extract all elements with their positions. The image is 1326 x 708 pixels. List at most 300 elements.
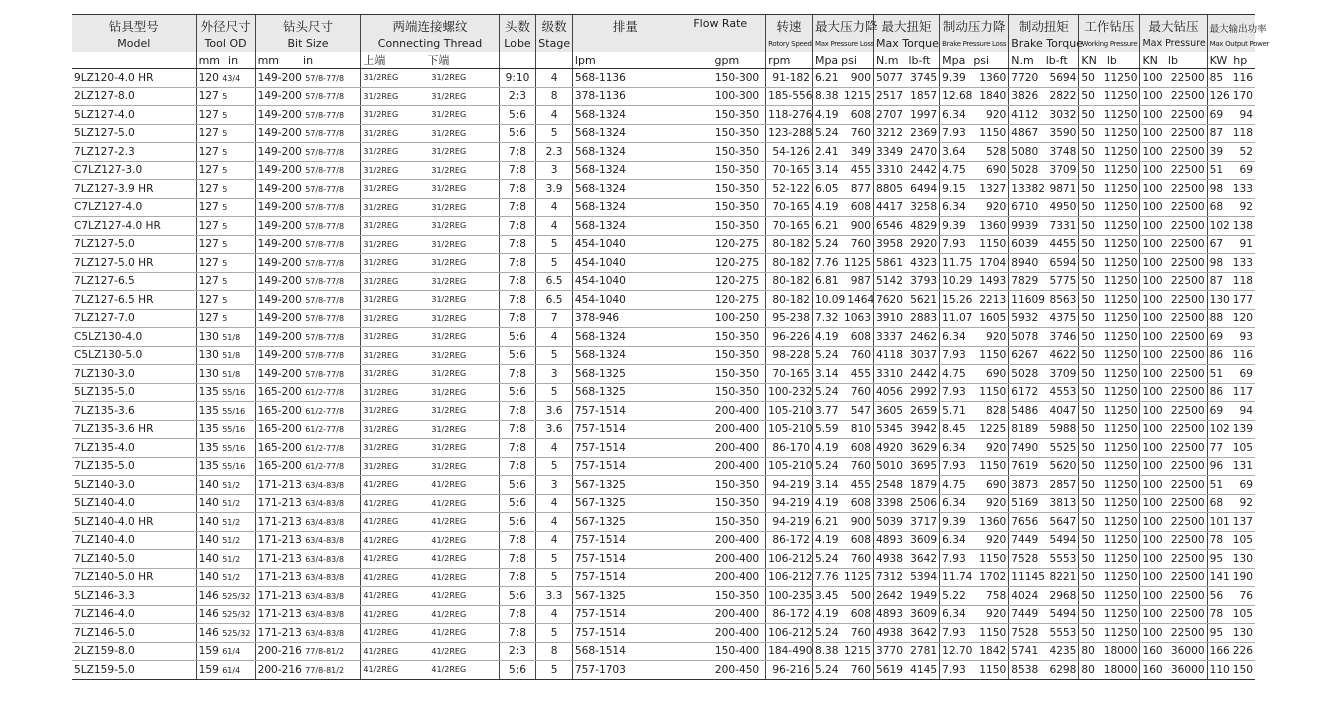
cell-thread-down: 31/2REG xyxy=(431,295,467,305)
cell-flow-gpm: 150-350 xyxy=(714,145,760,158)
cell-thread-up: 31/2REG xyxy=(363,165,399,175)
cell-lobe: 7:8 xyxy=(499,550,536,569)
cell-stage: 4 xyxy=(536,531,573,550)
cell-bt-lbft: 3813 xyxy=(1049,497,1077,510)
cell-torque xyxy=(873,661,939,680)
cell-bt-lbft: 2857 xyxy=(1049,478,1077,491)
cell-speed: 86-172 xyxy=(766,531,813,550)
cell-flow xyxy=(572,217,765,236)
cell-lobe: 5:6 xyxy=(499,383,536,402)
cell-bt-lbft: 5553 xyxy=(1049,552,1077,565)
cell-bit-in: 63/4-83/8 xyxy=(305,517,345,527)
cell-wp-kn: 50 xyxy=(1081,367,1095,380)
cell-bp-psi: 920 xyxy=(986,330,1007,343)
cell-brake-pressure xyxy=(940,513,1009,532)
cell-flow-gpm: 150-350 xyxy=(714,349,760,362)
cell-flow-lpm: 454-1040 xyxy=(574,275,626,288)
cell-thread-down: 31/2REG xyxy=(431,202,467,212)
cell-speed: 94-219 xyxy=(766,476,813,495)
cell-thread-down: 31/2REG xyxy=(431,443,467,453)
cell-mp-kn: 100 xyxy=(1142,497,1163,510)
cell-lobe: 5:6 xyxy=(499,346,536,365)
cell-stage: 5 xyxy=(536,124,573,143)
cell-bit xyxy=(255,661,361,680)
cell-bt-lbft: 7331 xyxy=(1049,219,1077,232)
cell-power xyxy=(1207,402,1255,421)
cell-bp-psi: 1150 xyxy=(979,460,1007,473)
cell-bit-in: 63/4-83/8 xyxy=(305,480,345,490)
cell-bit-mm: 149-200 xyxy=(257,312,302,325)
cell-mp-lb: 22500 xyxy=(1170,404,1205,417)
cell-flow xyxy=(572,328,765,347)
table-row xyxy=(72,531,1255,550)
cell-power-hp: 177 xyxy=(1232,293,1253,306)
cell-speed: 105-210 xyxy=(766,420,813,439)
cell-mp-kn: 100 xyxy=(1142,330,1163,343)
cell-flow xyxy=(572,272,765,291)
cell-working-pressure xyxy=(1079,550,1140,569)
cell-pl-mpa: 7.32 xyxy=(814,312,839,325)
cell-brake-torque xyxy=(1009,531,1079,550)
cell-bp-psi: 1150 xyxy=(979,552,1007,565)
cell-pl-psi: 608 xyxy=(850,201,871,214)
cell-model: 7LZ135-4.0 xyxy=(72,439,196,458)
cell-mp-kn: 100 xyxy=(1142,90,1163,103)
cell-bit xyxy=(255,106,361,125)
cell-bt-nm: 6710 xyxy=(1011,201,1039,214)
cell-flow-gpm: 150-350 xyxy=(714,164,760,177)
cell-mp-lb: 22500 xyxy=(1170,386,1205,399)
cell-power xyxy=(1207,69,1255,88)
cell-od-in: 5 xyxy=(222,147,228,157)
cell-brake-pressure xyxy=(940,383,1009,402)
cell-bit-mm: 171-213 xyxy=(257,626,302,639)
cell-pl-psi: 987 xyxy=(850,275,871,288)
cell-thread-down: 31/2REG xyxy=(431,165,467,175)
cell-od xyxy=(196,180,255,199)
cell-power xyxy=(1207,87,1255,106)
cell-thread-down: 31/2REG xyxy=(431,369,467,379)
cell-power xyxy=(1207,494,1255,513)
cell-od-mm: 120 xyxy=(198,71,219,84)
cell-thread-down: 41/2REG xyxy=(431,609,467,619)
cell-wp-lb: 11250 xyxy=(1103,404,1138,417)
cell-max-pressure xyxy=(1140,402,1207,421)
cell-model: 7LZ140-4.0 xyxy=(72,531,196,550)
cell-wp-lb: 11250 xyxy=(1103,478,1138,491)
cell-torque xyxy=(873,87,939,106)
cell-flow-gpm: 100-300 xyxy=(714,90,760,103)
cell-bit xyxy=(255,69,361,88)
cell-bp-psi: 1842 xyxy=(979,645,1007,658)
cell-od-mm: 146 xyxy=(198,626,219,639)
cell-mp-lb: 22500 xyxy=(1170,571,1205,584)
cell-bp-mpa: 6.34 xyxy=(942,608,966,621)
cell-brake-pressure xyxy=(940,661,1009,680)
cell-brake-pressure xyxy=(940,587,1009,606)
cell-bit-mm: 149-200 xyxy=(257,275,302,288)
cell-flow-lpm: 757-1514 xyxy=(574,552,626,565)
cell-power-hp: 92 xyxy=(1239,201,1253,214)
cell-wp-lb: 11250 xyxy=(1103,497,1138,510)
cell-speed: 100-235 xyxy=(766,587,813,606)
cell-flow-gpm: 200-400 xyxy=(714,534,760,547)
cell-brake-torque xyxy=(1009,309,1079,328)
cell-wp-kn: 50 xyxy=(1081,293,1095,306)
cell-brake-torque xyxy=(1009,106,1079,125)
cell-working-pressure xyxy=(1079,402,1140,421)
cell-power-kw: 78 xyxy=(1209,534,1224,547)
cell-torque-nm: 4920 xyxy=(875,441,903,454)
cell-torque-lbft: 2883 xyxy=(910,312,938,325)
cell-od xyxy=(196,309,255,328)
cell-pl-mpa: 6.05 xyxy=(814,182,839,195)
cell-flow xyxy=(572,624,765,643)
header-lobe-unit xyxy=(499,52,536,69)
cell-bit-mm: 149-200 xyxy=(257,330,302,343)
cell-bit-in: 57/8-77/8 xyxy=(305,166,345,176)
cell-model: 7LZ127-7.0 xyxy=(72,309,196,328)
cell-pressure-loss xyxy=(812,161,873,180)
cell-flow-lpm: 568-1324 xyxy=(574,145,626,158)
cell-flow xyxy=(572,180,765,199)
cell-bit-in: 61/2-77/8 xyxy=(305,443,345,453)
cell-bit-in: 63/4-83/8 xyxy=(305,628,345,638)
cell-wp-lb: 11250 xyxy=(1103,423,1138,436)
cell-bit xyxy=(255,642,361,661)
cell-power xyxy=(1207,550,1255,569)
cell-mp-lb: 22500 xyxy=(1170,349,1205,362)
cell-flow-gpm: 150-350 xyxy=(714,330,760,343)
cell-stage: 5 xyxy=(536,235,573,254)
cell-brake-pressure xyxy=(940,457,1009,476)
cell-thread-up: 41/2REG xyxy=(363,517,399,527)
cell-stage: 4 xyxy=(536,328,573,347)
cell-power-kw: 141 xyxy=(1209,571,1230,584)
cell-working-pressure xyxy=(1079,161,1140,180)
cell-flow xyxy=(572,531,765,550)
table-row xyxy=(72,291,1255,310)
cell-bp-psi: 690 xyxy=(986,367,1007,380)
cell-torque-lbft: 1857 xyxy=(910,90,938,103)
cell-torque xyxy=(873,198,939,217)
cell-pl-psi: 760 xyxy=(850,663,871,676)
header-thread-zh: 两端连接螺纹 xyxy=(361,15,499,36)
header-bit-unit xyxy=(255,52,361,69)
cell-flow-gpm: 150-350 xyxy=(714,478,760,491)
cell-power xyxy=(1207,420,1255,439)
cell-max-pressure xyxy=(1140,420,1207,439)
cell-od-in: 55/16 xyxy=(222,425,246,435)
cell-flow-gpm: 150-350 xyxy=(714,367,760,380)
cell-power-kw: 87 xyxy=(1209,275,1224,288)
cell-lobe: 7:8 xyxy=(499,254,536,273)
cell-torque-lbft: 3717 xyxy=(910,515,938,528)
cell-model: 5LZ140-3.0 xyxy=(72,476,196,495)
cell-mp-kn: 100 xyxy=(1142,404,1163,417)
cell-thread-up: 31/2REG xyxy=(363,258,399,268)
table-row xyxy=(72,124,1255,143)
cell-mp-lb: 22500 xyxy=(1170,293,1205,306)
cell-model: 7LZ127-6.5 HR xyxy=(72,291,196,310)
cell-pl-psi: 547 xyxy=(850,404,871,417)
unit-wp-kn: KN xyxy=(1081,53,1097,67)
cell-lobe: 7:8 xyxy=(499,605,536,624)
cell-bt-nm: 5028 xyxy=(1011,164,1039,177)
cell-bit-mm: 149-200 xyxy=(257,71,302,84)
cell-flow-lpm: 378-1136 xyxy=(574,90,626,103)
cell-power-kw: 68 xyxy=(1209,201,1224,214)
cell-working-pressure xyxy=(1079,346,1140,365)
cell-power-kw: 51 xyxy=(1209,478,1224,491)
cell-power-kw: 56 xyxy=(1209,589,1224,602)
cell-torque-lbft: 3942 xyxy=(910,423,938,436)
cell-brake-pressure xyxy=(940,328,1009,347)
cell-lobe: 5:6 xyxy=(499,494,536,513)
cell-mp-lb: 22500 xyxy=(1170,256,1205,269)
cell-thread-down: 41/2REG xyxy=(431,517,467,527)
cell-stage: 5 xyxy=(536,568,573,587)
cell-pl-psi: 455 xyxy=(850,478,871,491)
cell-working-pressure xyxy=(1079,587,1140,606)
cell-pl-psi: 455 xyxy=(850,164,871,177)
unit-od-in: in xyxy=(228,53,239,67)
cell-mp-kn: 100 xyxy=(1142,571,1163,584)
cell-working-pressure xyxy=(1079,439,1140,458)
cell-power-kw: 96 xyxy=(1209,460,1224,473)
cell-bt-lbft: 6298 xyxy=(1049,663,1077,676)
cell-brake-pressure xyxy=(940,87,1009,106)
table-row xyxy=(72,383,1255,402)
cell-bt-lbft: 9871 xyxy=(1049,182,1077,195)
cell-bt-nm: 8940 xyxy=(1011,256,1039,269)
cell-thread-down: 31/2REG xyxy=(431,424,467,434)
cell-speed: 86-172 xyxy=(766,605,813,624)
cell-torque xyxy=(873,383,939,402)
cell-wp-lb: 11250 xyxy=(1103,90,1138,103)
cell-bit-mm: 149-200 xyxy=(257,256,302,269)
cell-brake-torque xyxy=(1009,198,1079,217)
table-row xyxy=(72,476,1255,495)
cell-power-hp: 52 xyxy=(1239,145,1253,158)
cell-pressure-loss xyxy=(812,124,873,143)
cell-pl-psi: 608 xyxy=(850,608,871,621)
cell-brake-pressure xyxy=(940,309,1009,328)
cell-speed: 80-182 xyxy=(766,254,813,273)
cell-bt-nm: 5741 xyxy=(1011,645,1039,658)
cell-power-kw: 101 xyxy=(1209,515,1230,528)
cell-pressure-loss xyxy=(812,291,873,310)
cell-od-mm: 127 xyxy=(198,219,219,232)
cell-bt-nm: 9939 xyxy=(1011,219,1039,232)
cell-bit-in: 61/2-77/8 xyxy=(305,388,345,398)
cell-flow xyxy=(572,642,765,661)
cell-torque xyxy=(873,235,939,254)
cell-flow-gpm: 150-350 xyxy=(714,108,760,121)
cell-bt-lbft: 4375 xyxy=(1049,312,1077,325)
cell-thread-up: 41/2REG xyxy=(363,665,399,675)
cell-brake-pressure xyxy=(940,69,1009,88)
cell-brake-pressure xyxy=(940,198,1009,217)
header-bit-en: Bit Size xyxy=(255,35,361,52)
cell-lobe: 7:8 xyxy=(499,180,536,199)
cell-torque-lbft: 3629 xyxy=(910,441,938,454)
cell-flow-gpm: 150-350 xyxy=(714,589,760,602)
cell-model: C5LZ130-4.0 xyxy=(72,328,196,347)
cell-torque-nm: 2707 xyxy=(875,108,903,121)
cell-max-pressure xyxy=(1140,568,1207,587)
cell-torque-nm: 5142 xyxy=(875,275,903,288)
table-row xyxy=(72,365,1255,384)
table-row xyxy=(72,420,1255,439)
cell-wp-lb: 11250 xyxy=(1103,515,1138,528)
cell-wp-lb: 11250 xyxy=(1103,256,1138,269)
cell-od-mm: 127 xyxy=(198,238,219,251)
cell-bit xyxy=(255,568,361,587)
cell-bit-in: 57/8-77/8 xyxy=(305,277,345,287)
cell-brake-pressure xyxy=(940,217,1009,236)
cell-power-hp: 105 xyxy=(1232,608,1253,621)
cell-bp-psi: 920 xyxy=(986,441,1007,454)
cell-pl-mpa: 5.24 xyxy=(814,460,839,473)
cell-bp-psi: 1360 xyxy=(979,515,1007,528)
cell-od-mm: 127 xyxy=(198,164,219,177)
cell-bp-mpa: 9.39 xyxy=(942,71,966,84)
cell-od-mm: 127 xyxy=(198,201,219,214)
cell-max-pressure xyxy=(1140,513,1207,532)
cell-pl-mpa: 5.24 xyxy=(814,349,839,362)
cell-power-kw: 69 xyxy=(1209,108,1224,121)
cell-wp-lb: 11250 xyxy=(1103,608,1138,621)
cell-brake-torque xyxy=(1009,494,1079,513)
cell-bp-psi: 920 xyxy=(986,608,1007,621)
cell-thread-down: 31/2REG xyxy=(431,221,467,231)
cell-stage: 5 xyxy=(536,550,573,569)
cell-od-in: 55/16 xyxy=(222,388,246,398)
cell-thread-up: 31/2REG xyxy=(363,369,399,379)
cell-max-pressure xyxy=(1140,106,1207,125)
cell-brake-pressure xyxy=(940,642,1009,661)
cell-power xyxy=(1207,235,1255,254)
cell-pl-mpa: 5.24 xyxy=(814,238,839,251)
cell-bt-lbft: 5988 xyxy=(1049,423,1077,436)
cell-lobe: 7:8 xyxy=(499,439,536,458)
cell-pl-mpa: 4.19 xyxy=(814,608,839,621)
cell-bt-nm: 5080 xyxy=(1011,145,1039,158)
cell-bt-nm: 7490 xyxy=(1011,441,1039,454)
cell-flow-gpm: 150-350 xyxy=(714,497,760,510)
cell-pl-mpa: 6.21 xyxy=(814,71,839,84)
cell-od-mm: 127 xyxy=(198,256,219,269)
table-row xyxy=(72,605,1255,624)
cell-wp-lb: 11250 xyxy=(1103,441,1138,454)
cell-flow-gpm: 200-400 xyxy=(714,626,760,639)
cell-thread xyxy=(361,587,499,606)
cell-wp-lb: 11250 xyxy=(1103,219,1138,232)
cell-bit-in: 57/8-77/8 xyxy=(305,351,345,361)
cell-flow-lpm: 378-946 xyxy=(574,312,620,325)
cell-bp-mpa: 7.93 xyxy=(942,663,966,676)
cell-speed: 105-210 xyxy=(766,402,813,421)
cell-mp-lb: 22500 xyxy=(1170,534,1205,547)
cell-power-kw: 77 xyxy=(1209,441,1224,454)
cell-bt-nm: 4867 xyxy=(1011,127,1039,140)
cell-bp-mpa: 8.45 xyxy=(942,423,966,436)
header-od-unit xyxy=(196,52,255,69)
cell-max-pressure xyxy=(1140,198,1207,217)
cell-torque xyxy=(873,143,939,162)
cell-speed: 98-228 xyxy=(766,346,813,365)
cell-brake-torque xyxy=(1009,272,1079,291)
cell-wp-lb: 11250 xyxy=(1103,201,1138,214)
cell-thread-down: 31/2REG xyxy=(431,147,467,157)
cell-power xyxy=(1207,309,1255,328)
cell-brake-pressure xyxy=(940,476,1009,495)
header-stage-en: Stage xyxy=(536,35,573,52)
cell-mp-lb: 22500 xyxy=(1170,589,1205,602)
cell-bit-mm: 165-200 xyxy=(257,441,302,454)
cell-od xyxy=(196,235,255,254)
cell-mp-kn: 100 xyxy=(1142,367,1163,380)
table-row xyxy=(72,309,1255,328)
cell-torque-lbft: 3642 xyxy=(910,626,938,639)
cell-pl-psi: 1215 xyxy=(844,645,871,658)
cell-flow-gpm: 200-400 xyxy=(714,460,760,473)
cell-power xyxy=(1207,291,1255,310)
cell-working-pressure xyxy=(1079,180,1140,199)
cell-bit-mm: 149-200 xyxy=(257,164,302,177)
cell-bit-in: 61/2-77/8 xyxy=(305,462,345,472)
cell-brake-torque xyxy=(1009,383,1079,402)
cell-torque-nm: 2548 xyxy=(875,478,903,491)
cell-torque xyxy=(873,161,939,180)
cell-speed: 95-238 xyxy=(766,309,813,328)
cell-mp-lb: 22500 xyxy=(1170,219,1205,232)
cell-pressure-loss xyxy=(812,550,873,569)
cell-pressure-loss xyxy=(812,328,873,347)
cell-flow-gpm: 150-350 xyxy=(714,386,760,399)
cell-stage: 3.6 xyxy=(536,420,573,439)
cell-flow-gpm: 200-400 xyxy=(714,423,760,436)
cell-brake-torque xyxy=(1009,513,1079,532)
cell-pl-mpa: 7.76 xyxy=(814,571,839,584)
cell-model: 5LZ159-5.0 xyxy=(72,661,196,680)
cell-mp-lb: 22500 xyxy=(1170,182,1205,195)
cell-od-mm: 127 xyxy=(198,275,219,288)
cell-wp-kn: 50 xyxy=(1081,238,1095,251)
cell-bp-mpa: 7.93 xyxy=(942,626,966,639)
cell-bp-mpa: 11.74 xyxy=(942,571,973,584)
cell-bit-in: 77/8-81/2 xyxy=(305,665,345,675)
cell-wp-kn: 50 xyxy=(1081,497,1095,510)
cell-torque xyxy=(873,291,939,310)
cell-stage: 5 xyxy=(536,254,573,273)
cell-od xyxy=(196,69,255,88)
cell-bt-lbft: 5494 xyxy=(1049,608,1077,621)
cell-max-pressure xyxy=(1140,87,1207,106)
cell-bt-lbft: 5553 xyxy=(1049,626,1077,639)
cell-power-kw: 87 xyxy=(1209,127,1224,140)
cell-speed: 91-182 xyxy=(766,69,813,88)
cell-bt-lbft: 3709 xyxy=(1049,367,1077,380)
cell-bp-mpa: 5.22 xyxy=(942,589,966,602)
cell-working-pressure xyxy=(1079,106,1140,125)
cell-torque-lbft: 3642 xyxy=(910,552,938,565)
cell-wp-kn: 50 xyxy=(1081,608,1095,621)
cell-bt-nm: 7528 xyxy=(1011,552,1039,565)
cell-speed: 96-216 xyxy=(766,661,813,680)
unit-mp-lb: lb xyxy=(1167,53,1178,67)
